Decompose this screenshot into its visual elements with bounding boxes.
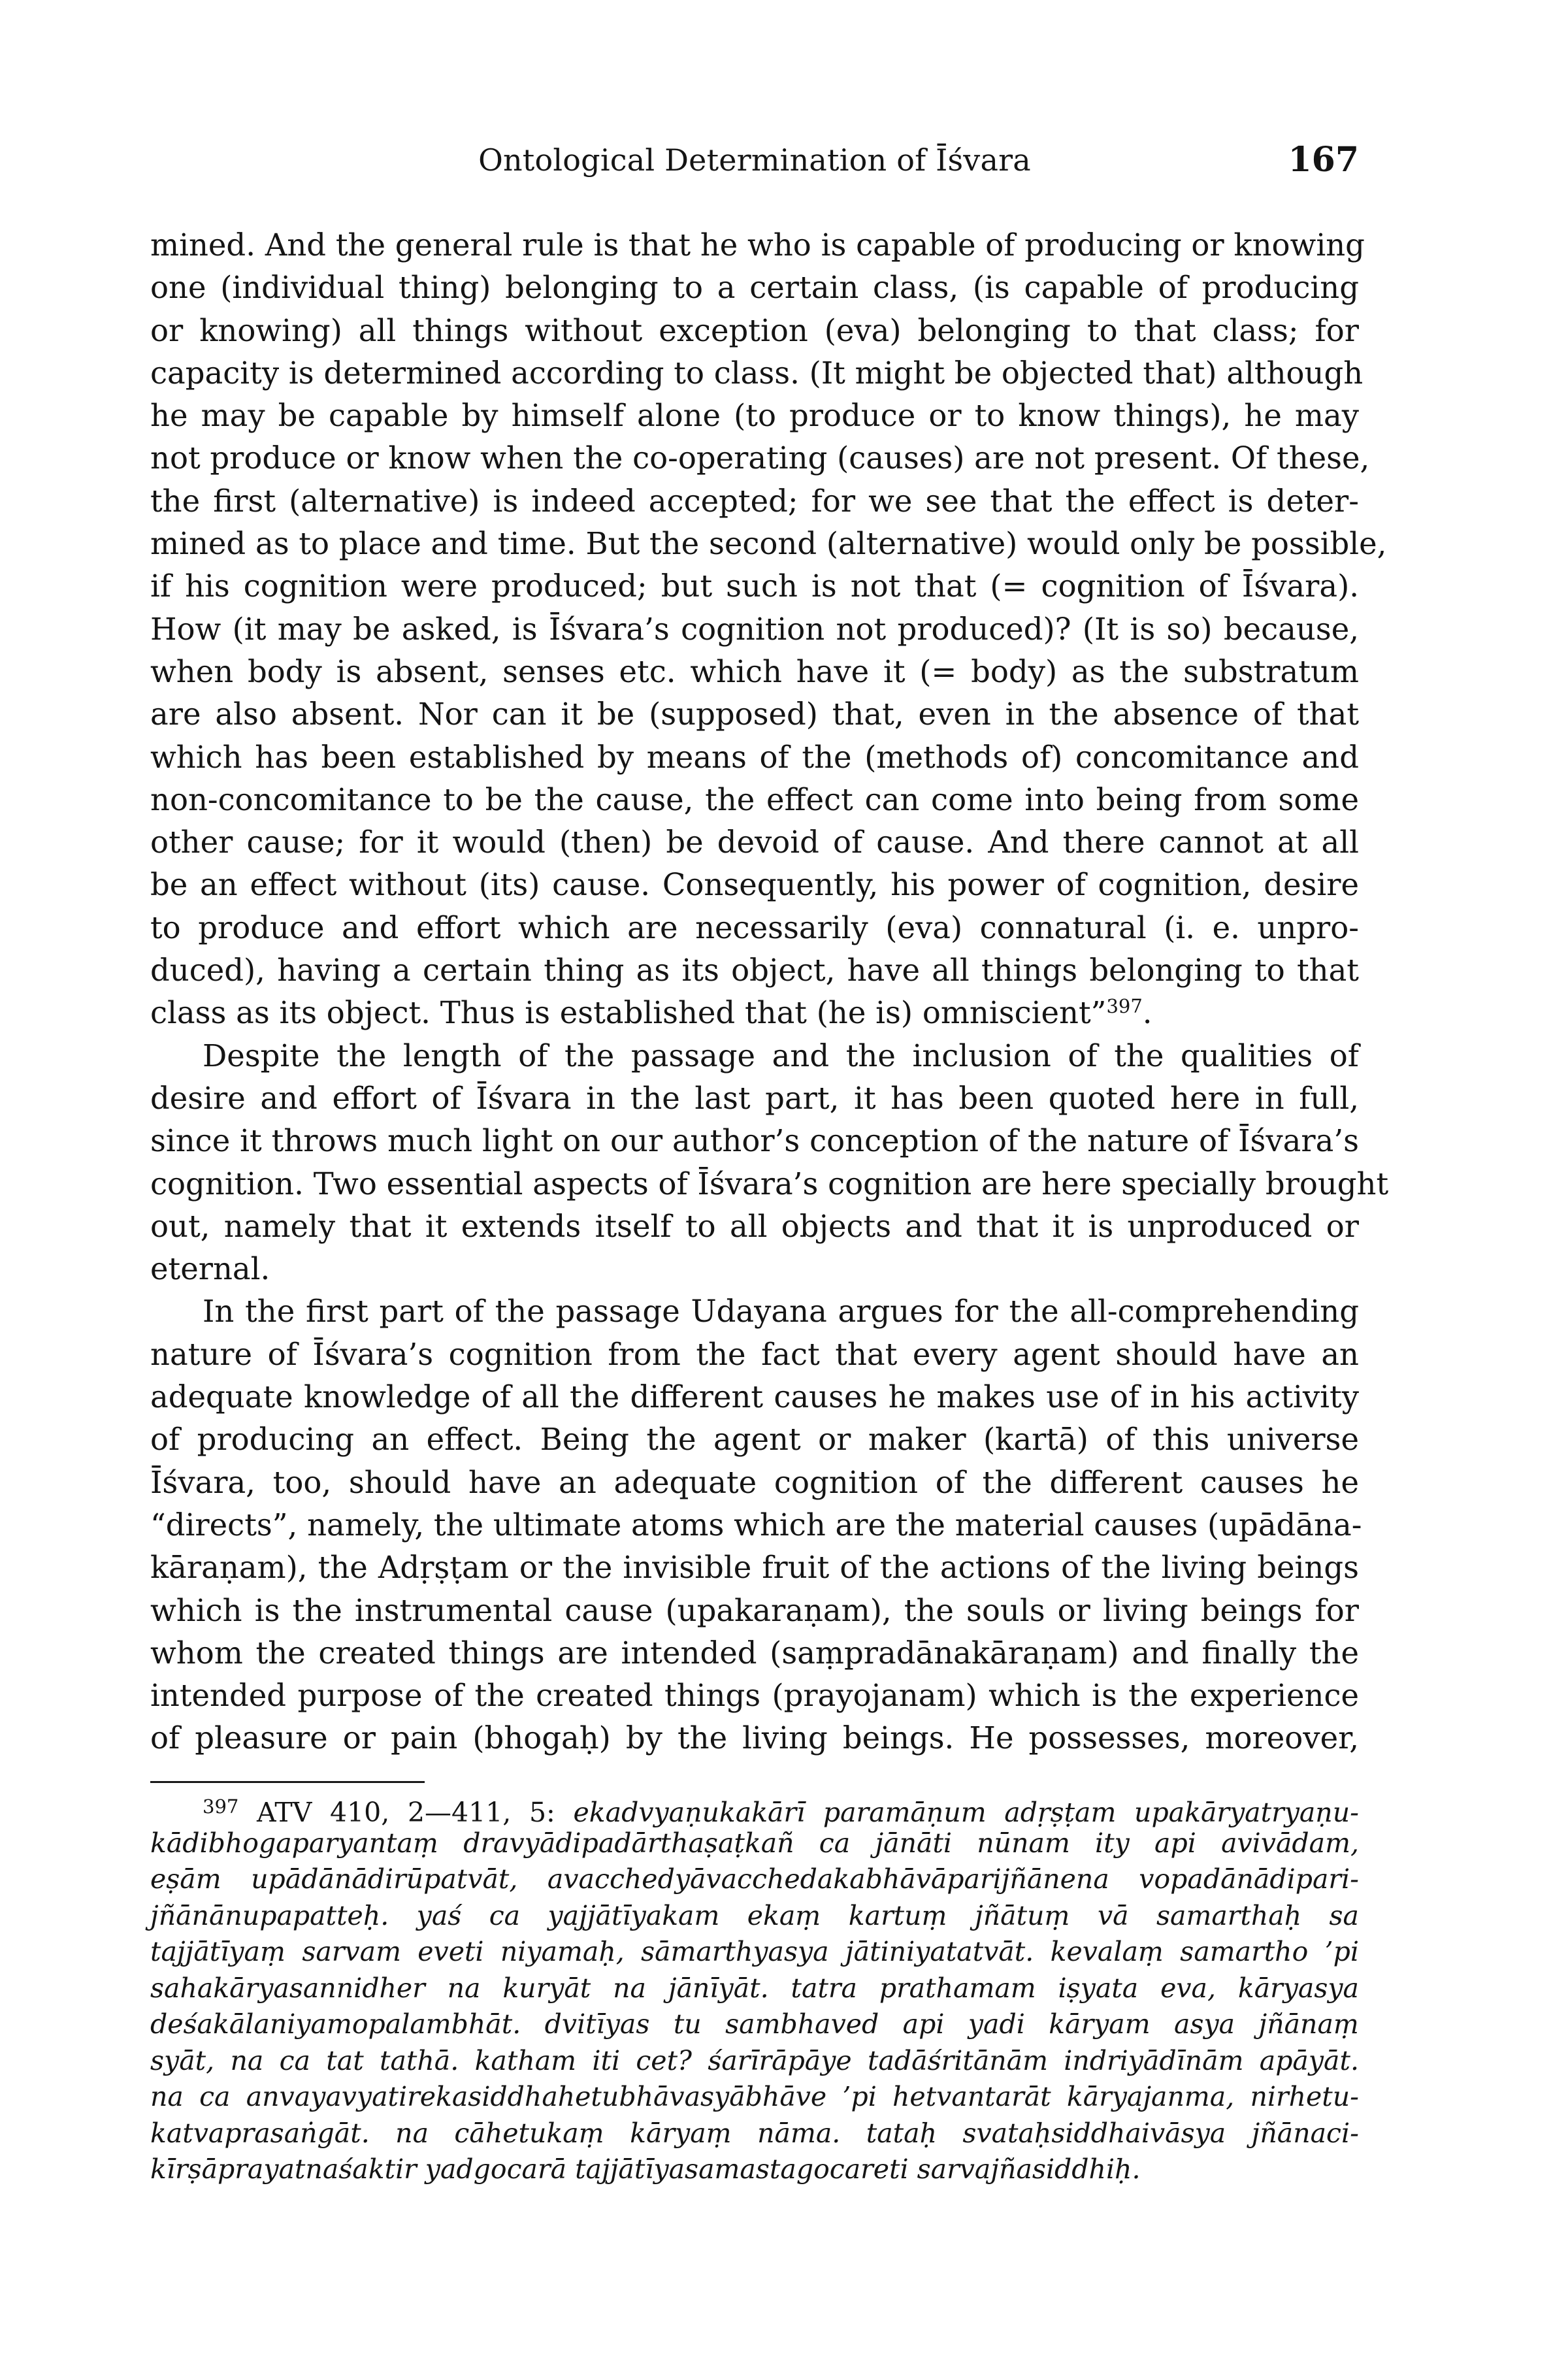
page-header bbox=[150, 134, 1359, 186]
footnote-marker: 397 bbox=[203, 1795, 239, 1818]
text-line: duced), having a certain thing as its object, have all things belonging to that bbox=[150, 953, 1359, 989]
text-line: capacity is determined according to class. (It might be objected that) although bbox=[150, 355, 1364, 391]
footnote-divider bbox=[150, 1781, 425, 1783]
text-line: of producing an effect. Being the agent or maker (kartā) of this universe bbox=[150, 1422, 1359, 1458]
text-line: of pleasure or pain (bhogaḥ) by the living beings. He possesses, moreover, bbox=[150, 1720, 1359, 1756]
text-line: intended purpose of the created things (prayojanam) which is the experience bbox=[150, 1678, 1359, 1714]
footnote-source: ATV 410, 2—411, 5: bbox=[257, 1797, 555, 1828]
text-line: mined as to place and time. But the second (alternative) would only be possible, bbox=[150, 526, 1387, 562]
text-line: eternal. bbox=[150, 1251, 270, 1287]
text-line: when body is absent, senses etc. which have it (= body) as the substratum bbox=[150, 653, 1359, 689]
page-number: 167 bbox=[1288, 140, 1359, 180]
footnote-line: deśakālaniyamopalambhāt. dvitīyas tu sambhaved api yadi kāryam asya jñānaṃ bbox=[150, 2008, 1359, 2040]
footnote-reference[interactable]: 397 bbox=[1106, 995, 1143, 1018]
footnote-line: sahakāryasannidher na kuryāt na jānīyāt. tatra prathamam iṣyata eva, kāryasya bbox=[150, 1972, 1359, 2004]
text-line: non-concomitance to be the cause, the effect can come into being from some bbox=[150, 781, 1359, 817]
paragraph-first-line: In the first part of the passage Udayana argues for the all-comprehending bbox=[203, 1294, 1359, 1330]
running-title: Ontological Determination of Īśvara bbox=[478, 142, 1031, 178]
footnote-text: ekadvyaṇukakārī paramāṇum adṛṣṭam upakāryatryaṇu- bbox=[573, 1797, 1359, 1828]
text-line: not produce or know when the co-operating (causes) are not present. Of these, bbox=[150, 440, 1370, 476]
footnote-line: kīrṣāprayatnaśaktir yadgocarā tajjātīyasamastagocareti sarvajñasiddhiḥ. bbox=[150, 2153, 1141, 2185]
text-line: which is the instrumental cause (upakaraṇam), the souls or living beings for bbox=[150, 1592, 1359, 1628]
text-line: out, namely that it extends itself to all objects and that it is unproduced or bbox=[150, 1208, 1359, 1244]
text-span: class as its object. Thus is established that (he is) omniscient” bbox=[150, 995, 1107, 1031]
text-line: Īśvara, too, should have an adequate cognition of the different causes he bbox=[150, 1464, 1359, 1500]
text-line: to produce and effort which are necessarily (eva) connatural (i. e. unpro- bbox=[150, 909, 1359, 945]
text-line: How (it may be asked, is Īśvara’s cognition not produced)? (It is so) because, bbox=[150, 611, 1359, 647]
text-line: which has been established by means of the (methods of) concomitance and bbox=[150, 739, 1359, 775]
paragraph-first-line: Despite the length of the passage and the inclusion of the qualities of bbox=[203, 1038, 1359, 1073]
text-line: other cause; for it would (then) be devoid of cause. And there cannot at all bbox=[150, 825, 1359, 860]
text-line: one (individual thing) belonging to a certain class, (is capable of producing bbox=[150, 270, 1359, 306]
text-line: adequate knowledge of all the different causes he makes use of in his activity bbox=[150, 1379, 1359, 1415]
text-line: or knowing) all things without exception (eva) belonging to that class; for bbox=[150, 312, 1359, 348]
text-line: “directs”, namely, the ultimate atoms which are the material causes (upādāna- bbox=[150, 1507, 1362, 1543]
footnote-397 bbox=[150, 1789, 1359, 2188]
text-line: desire and effort of Īśvara in the last part, it has been quoted here in full, bbox=[150, 1080, 1359, 1116]
text-span: . bbox=[1142, 995, 1152, 1031]
footnote-line: tajjātīyaṃ sarvam eveti niyamaḥ, sāmarthyasya jātiniyatatvāt. kevalaṃ samartho ’pi bbox=[150, 1936, 1359, 1967]
footnote-line: na ca anvayavyatirekasiddhahetubhāvasyābhāve ’pi hetvantarāt kāryajanma, nirhetu- bbox=[150, 2081, 1359, 2112]
text-line: since it throws much light on our author’s conception of the nature of Īśvara’s bbox=[150, 1123, 1359, 1159]
text-line: he may be capable by himself alone (to produce or to know things), he may bbox=[150, 398, 1359, 434]
text-line: kāraṇam), the Adṛṣṭam or the invisible fruit of the actions of the living beings bbox=[150, 1550, 1359, 1586]
text-line: cognition. Two essential aspects of Īśvara’s cognition are here specially brought bbox=[150, 1166, 1389, 1202]
text-line: are also absent. Nor can it be (supposed) that, even in the absence of that bbox=[150, 696, 1359, 732]
footnote-line: kādibhogaparyantaṃ dravyādipadārthaṣaṭkañ ca jānāti nūnam ity api avivādam, bbox=[150, 1827, 1359, 1859]
footnote-line: eṣām upādānādirūpatvāt, avacchedyāvacchedakabhāvāparijñānena vopadānādipari- bbox=[150, 1863, 1359, 1895]
text-line: nature of Īśvara’s cognition from the fact that every agent should have an bbox=[150, 1336, 1359, 1372]
footnote-line: syāt, na ca tat tathā. katham iti cet? śarīrāpāye tadāśritānām indriyādīnām apāyāt. bbox=[150, 2044, 1359, 2076]
footnote-line: jñānānupapatteḥ. yaś ca yajjātīyakam ekaṃ kartuṃ jñātuṃ vā samarthaḥ sa bbox=[150, 1899, 1359, 1931]
footnote-first-line bbox=[150, 1789, 1359, 1828]
text-line: whom the created things are intended (saṃpradānakāraṇam) and finally the bbox=[150, 1635, 1359, 1671]
footnote-line: katvaprasaṅgāt. na cāhetukaṃ kāryaṃ nāma. tataḥ svataḥsiddhaivāsya jñānaci- bbox=[150, 2117, 1359, 2149]
text-line-with-footnote-ref bbox=[150, 992, 1359, 1034]
text-line: be an effect without (its) cause. Consequently, his power of cognition, desire bbox=[150, 867, 1359, 903]
main-text bbox=[150, 224, 1389, 1760]
text-line: the first (alternative) is indeed accepted; for we see that the effect is deter- bbox=[150, 483, 1359, 519]
text-line: mined. And the general rule is that he who is capable of producing or knowing bbox=[150, 227, 1365, 263]
text-line: if his cognition were produced; but such is not that (= cognition of Īśvara). bbox=[150, 568, 1359, 604]
